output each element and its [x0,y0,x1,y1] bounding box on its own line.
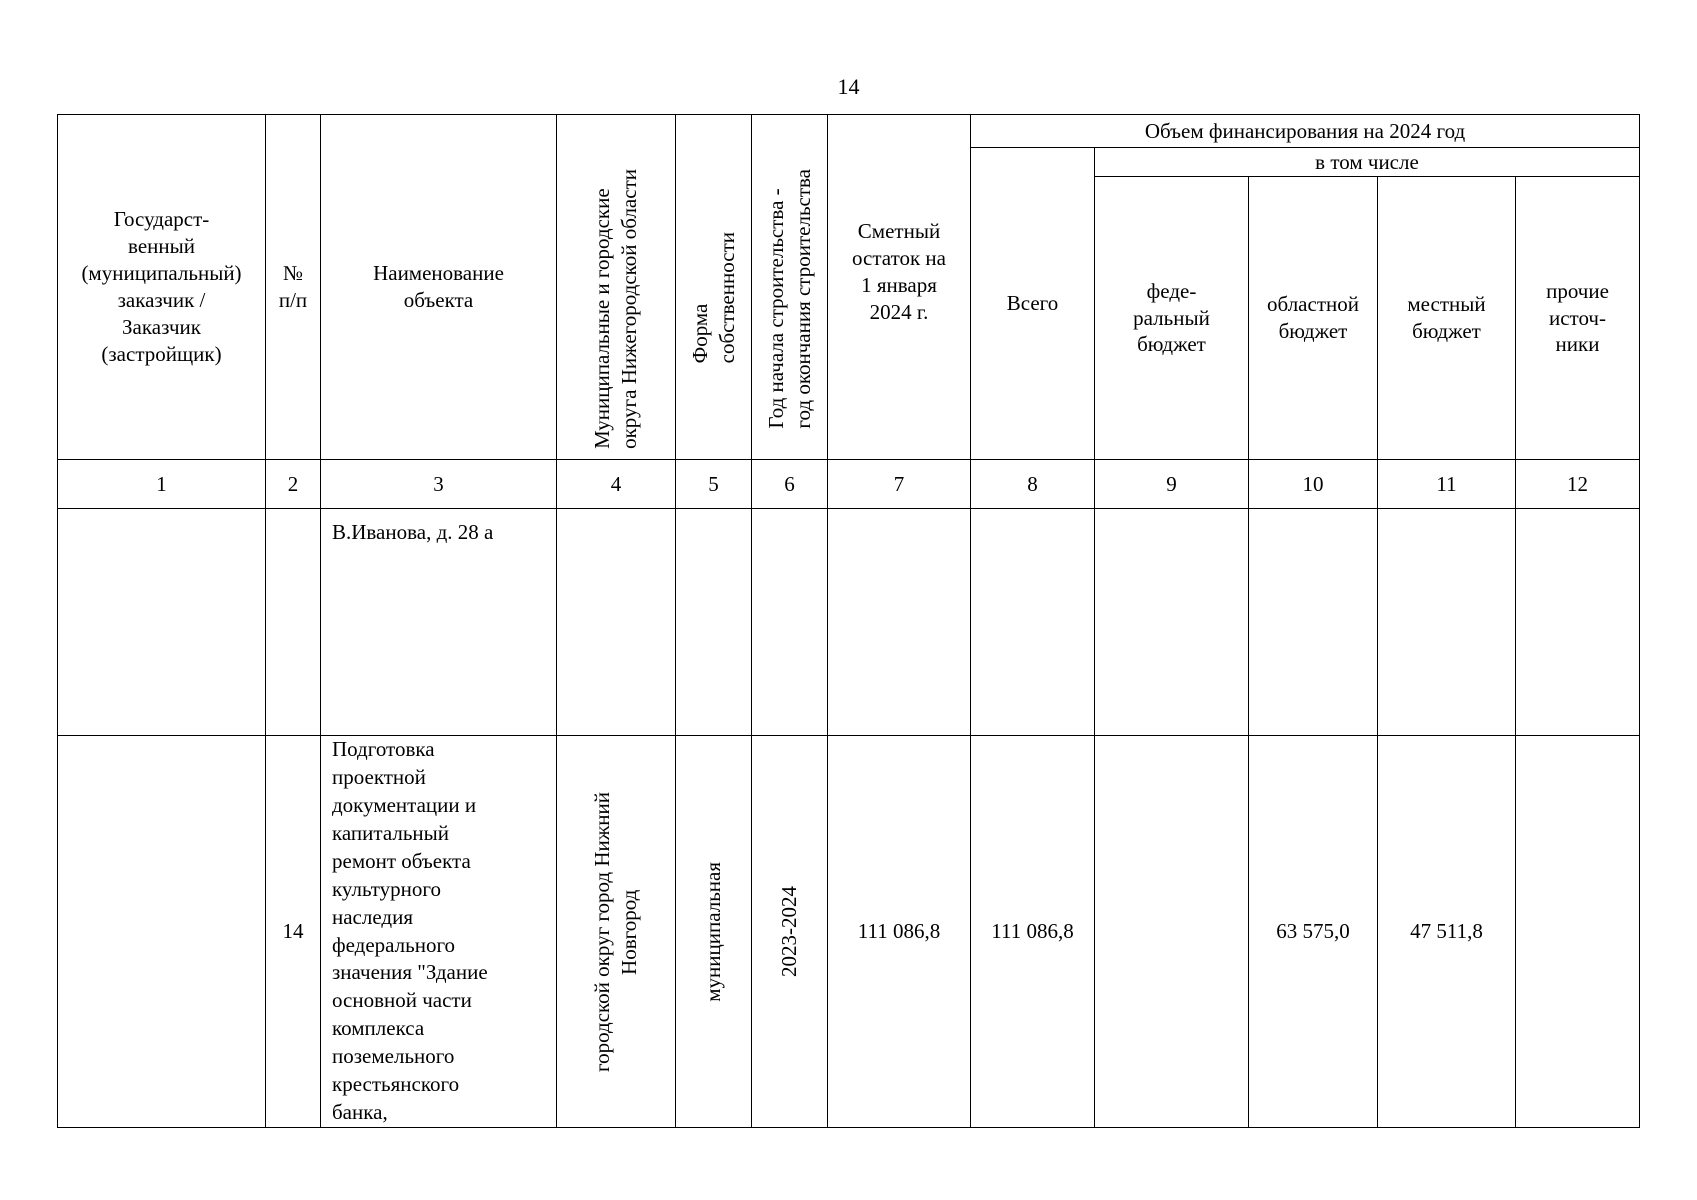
header-other-sources: прочие источ- ники [1516,177,1640,460]
column-numbers-row [58,460,1640,509]
row-regional: 63 575,0 [1249,736,1378,1128]
row-regional [1249,509,1378,736]
column-number: 3 [321,460,557,509]
header-federal-budget: феде- ральный бюджет [1095,177,1249,460]
table-row [58,736,1640,1128]
financing-table [57,114,1640,1128]
column-number: 2 [266,460,321,509]
column-number: 10 [1249,460,1378,509]
row-customer [58,509,266,736]
row-total [971,509,1095,736]
row-number: 14 [266,736,321,1128]
column-number: 5 [676,460,752,509]
row-object-name: В.Иванова, д. 28 а [321,509,557,736]
row-ownership: муниципальная [676,736,752,1128]
row-estimate-balance [828,509,971,736]
row-municipality [557,509,676,736]
column-number: 1 [58,460,266,509]
row-total: 111 086,8 [971,736,1095,1128]
column-number: 9 [1095,460,1249,509]
header-number: № п/п [266,115,321,460]
header-local-budget: местный бюджет [1378,177,1516,460]
row-ownership [676,509,752,736]
header-total: Всего [971,148,1095,460]
row-number [266,509,321,736]
row-federal [1095,736,1249,1128]
header-municipality: Муниципальные и городские округа Нижегородской области [557,115,676,460]
row-estimate-balance: 111 086,8 [828,736,971,1128]
row-years [752,509,828,736]
column-number: 11 [1378,460,1516,509]
row-local [1378,509,1516,736]
header-funding-2024: Объем финансирования на 2024 год [971,115,1640,148]
column-number: 4 [557,460,676,509]
row-years: 2023-2024 [752,736,828,1128]
column-number: 8 [971,460,1095,509]
header-ownership: Форма собственности [676,115,752,460]
column-number: 12 [1516,460,1640,509]
column-number: 7 [828,460,971,509]
header-estimate-balance: Сметный остаток на 1 января 2024 г. [828,115,971,460]
page-number: 14 [837,74,860,99]
column-number: 6 [752,460,828,509]
row-federal [1095,509,1249,736]
header-regional-budget: областной бюджет [1249,177,1378,460]
row-customer [58,736,266,1128]
row-local: 47 511,8 [1378,736,1516,1128]
header-object-name: Наименование объекта [321,115,557,460]
header-customer: Государст- венный (муниципальный) заказчик / Заказчик (застройщик) [58,115,266,460]
header-including: в том числе [1095,148,1640,177]
row-other [1516,509,1640,736]
table-row [58,509,1640,736]
header-construction-years: Год начала строительства - год окончания строительства [752,115,828,460]
row-object-name: Подготовка проектной документации и капитальный ремонт объекта культурного наследия федерального значения "Здание основной части комплекса поземельного крестьянского банка, [321,736,557,1128]
row-municipality: городской округ город Нижний Новгород [557,736,676,1128]
row-other [1516,736,1640,1128]
